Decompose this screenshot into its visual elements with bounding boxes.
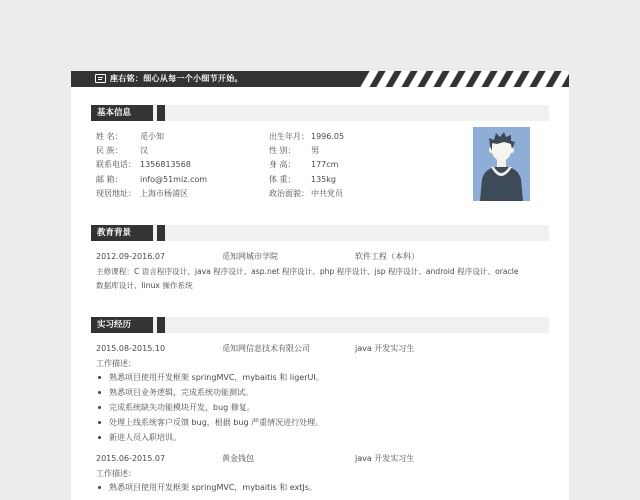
section-notch <box>157 317 165 333</box>
document-icon <box>95 74 106 83</box>
phone-value: 1356813568 <box>140 160 191 169</box>
job-company: 觅知网信息技术有限公司 <box>222 344 310 353</box>
resume-page <box>71 71 569 500</box>
height-value: 177cm <box>311 160 339 169</box>
decorative-stripes <box>361 71 569 87</box>
name-value: 觅小知 <box>140 132 164 141</box>
motto-bar <box>71 71 569 87</box>
section-notch <box>157 105 165 121</box>
job-role: java 开发实习生 <box>355 344 415 353</box>
gender-label: 性 别： <box>269 146 296 155</box>
ethnic-value: 汉 <box>140 146 148 155</box>
political-label: 政治面貌： <box>269 189 309 198</box>
job-item: 新进人员入职培训。 <box>109 433 181 442</box>
edu-courses-line1: 主修课程：C 语言程序设计、java 程序设计、asp.net 程序设计、php 程序设计、jsp 程序设计、android 程序设计、oracle <box>96 267 519 276</box>
edu-period: 2012.09-2016.07 <box>96 252 166 261</box>
job-item: 熟悉项目使用开发框架 springMVC，mybaitis 和 ligerUI。 <box>109 373 324 382</box>
section-internship <box>91 317 549 333</box>
bullet-icon <box>98 486 101 489</box>
political-value: 中共党员 <box>311 189 343 198</box>
bullet-icon <box>98 421 101 424</box>
job-desc-label: 工作描述： <box>96 359 136 368</box>
section-basic-info <box>91 105 549 121</box>
height-label: 身 高： <box>269 160 296 169</box>
job-item: 熟悉项目使用开发框架 springMVC，mybaitis 和 extJs。 <box>109 483 317 492</box>
address-value: 上海市杨浦区 <box>140 189 188 198</box>
job-item: 熟悉项目业务逻辑，完成系统功能测试。 <box>109 388 253 397</box>
job-item: 完成系统缺失功能模块开发，bug 修复。 <box>109 403 255 412</box>
bullet-icon <box>98 406 101 409</box>
job-desc-label: 工作描述： <box>96 469 136 478</box>
section-title: 基本信息 <box>91 105 153 121</box>
gender-value: 男 <box>311 146 319 155</box>
weight-value: 135kg <box>311 175 336 184</box>
birth-value: 1996.05 <box>311 132 345 141</box>
person-icon <box>473 127 530 201</box>
section-education <box>91 225 549 241</box>
email-label: 邮 箱： <box>96 175 123 184</box>
ethnic-label: 民 族： <box>96 146 123 155</box>
bullet-icon <box>98 391 101 394</box>
email-value: info@51miz.com <box>140 175 208 184</box>
motto-text: 座右铭：细心从每一个小细节开始。 <box>110 74 243 83</box>
phone-label: 联系电话： <box>96 160 136 169</box>
edu-school: 觅知网城市学院 <box>222 252 278 261</box>
weight-label: 体 重： <box>269 175 296 184</box>
birth-label: 出生年月： <box>269 132 309 141</box>
job-period: 2015.06-2015.07 <box>96 454 166 463</box>
avatar <box>473 127 530 201</box>
name-label: 姓 名： <box>96 132 123 141</box>
job-item: 处理上线系统客户反馈 bug，根据 bug 严重情况进行处理。 <box>109 418 324 427</box>
edu-major: 软件工程（本科） <box>355 252 419 261</box>
section-title: 教育背景 <box>91 225 153 241</box>
job-period: 2015.08-2015.10 <box>96 344 166 353</box>
bullet-icon <box>98 436 101 439</box>
job-company: 黄金钱包 <box>222 454 254 463</box>
edu-courses-line2: 数据库设计、linux 操作系统 <box>96 281 193 290</box>
bullet-icon <box>98 376 101 379</box>
section-title: 实习经历 <box>91 317 153 333</box>
job-role: java 开发实习生 <box>355 454 415 463</box>
address-label: 现居地址： <box>96 189 136 198</box>
section-notch <box>157 225 165 241</box>
